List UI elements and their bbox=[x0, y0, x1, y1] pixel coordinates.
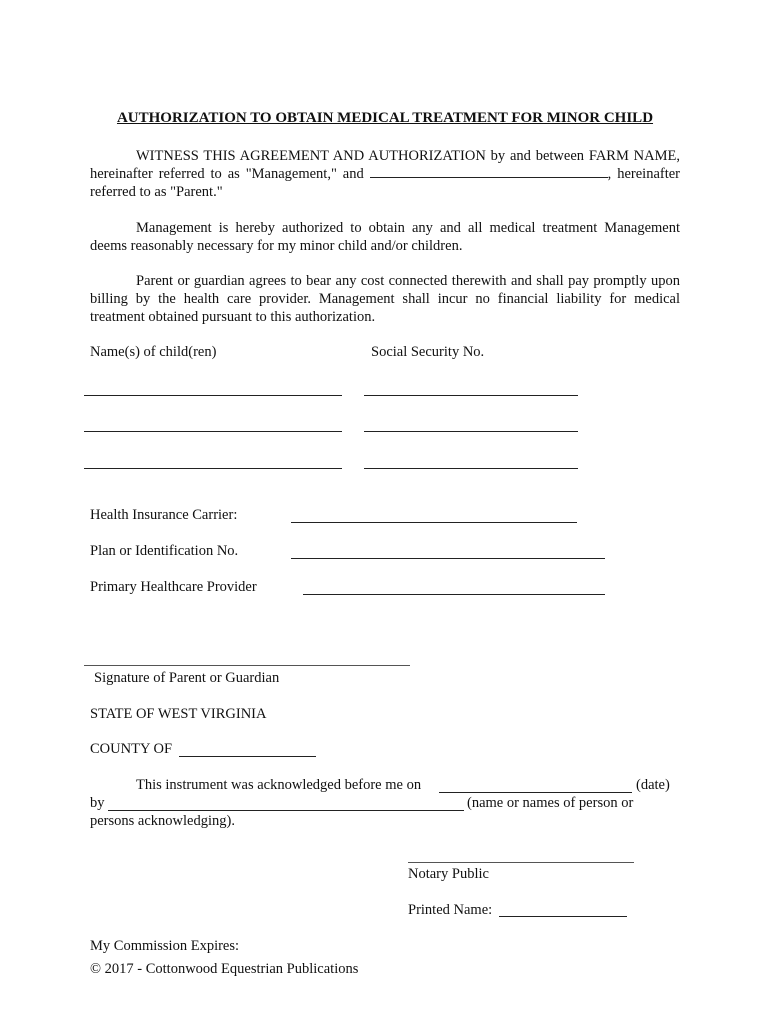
witness-text-end: , hereinafter referred to as "Parent." bbox=[90, 166, 681, 200]
notary-public-label: Notary Public bbox=[408, 866, 489, 882]
cost-paragraph: Parent or guardian agrees to bear any cost connected therewith and shall pay promptly upon billing by the health care provider. Management shall incur no financial liability for medical treatment obtained pursuant to this authorization. bbox=[90, 273, 680, 325]
ssn-line-3[interactable] bbox=[364, 468, 578, 469]
witness-paragraph bbox=[90, 147, 680, 201]
ssn-line-1[interactable] bbox=[364, 395, 578, 396]
signature-label: Signature of Parent or Guardian bbox=[94, 670, 280, 686]
children-names-header: Name(s) of child(ren) bbox=[90, 344, 217, 360]
ack-persons-label: persons acknowledging). bbox=[90, 813, 235, 829]
ack-by-label: by bbox=[90, 795, 105, 811]
plan-id-line[interactable] bbox=[291, 558, 605, 559]
primary-provider-line[interactable] bbox=[303, 594, 605, 595]
primary-provider-label: Primary Healthcare Provider bbox=[90, 579, 257, 595]
county-label: COUNTY OF bbox=[90, 741, 173, 757]
insurance-carrier-line[interactable] bbox=[291, 522, 577, 523]
signature-line[interactable] bbox=[84, 665, 410, 666]
notary-signature-line[interactable] bbox=[408, 862, 634, 863]
commission-expires-label: My Commission Expires: bbox=[90, 938, 240, 954]
child-name-line-1[interactable] bbox=[84, 395, 342, 396]
plan-id-label: Plan or Identification No. bbox=[90, 543, 239, 559]
document-title: AUTHORIZATION TO OBTAIN MEDICAL TREATMENT FOR MINOR CHILD bbox=[116, 110, 654, 126]
ack-date-label: (date) bbox=[636, 777, 670, 793]
ssn-line-2[interactable] bbox=[364, 431, 578, 432]
printed-name-line[interactable] bbox=[499, 916, 627, 917]
witness-text: WITNESS THIS AGREEMENT AND AUTHORIZATION by and between FARM NAME, hereinafter referred to as "Management," and bbox=[90, 148, 680, 182]
authorization-paragraph: Management is hereby authorized to obtain any and all medical treatment Management deems reasonably necessary for my minor child and/or children. bbox=[90, 220, 680, 254]
ack-names-label: (name or names of person or bbox=[467, 795, 634, 811]
ssn-header: Social Security No. bbox=[371, 344, 485, 360]
ack-text: This instrument was acknowledged before me on bbox=[136, 777, 422, 793]
county-line[interactable] bbox=[179, 756, 316, 757]
state-label: STATE OF WEST VIRGINIA bbox=[90, 706, 267, 722]
printed-name-label: Printed Name: bbox=[408, 902, 493, 918]
insurance-carrier-label: Health Insurance Carrier: bbox=[90, 507, 238, 523]
child-name-line-2[interactable] bbox=[84, 431, 342, 432]
parent-name-blank[interactable] bbox=[370, 165, 608, 178]
child-name-line-3[interactable] bbox=[84, 468, 342, 469]
ack-date-line[interactable] bbox=[439, 792, 632, 793]
ack-names-line[interactable] bbox=[108, 810, 464, 811]
copyright-notice: © 2017 - Cottonwood Equestrian Publications bbox=[90, 961, 359, 977]
